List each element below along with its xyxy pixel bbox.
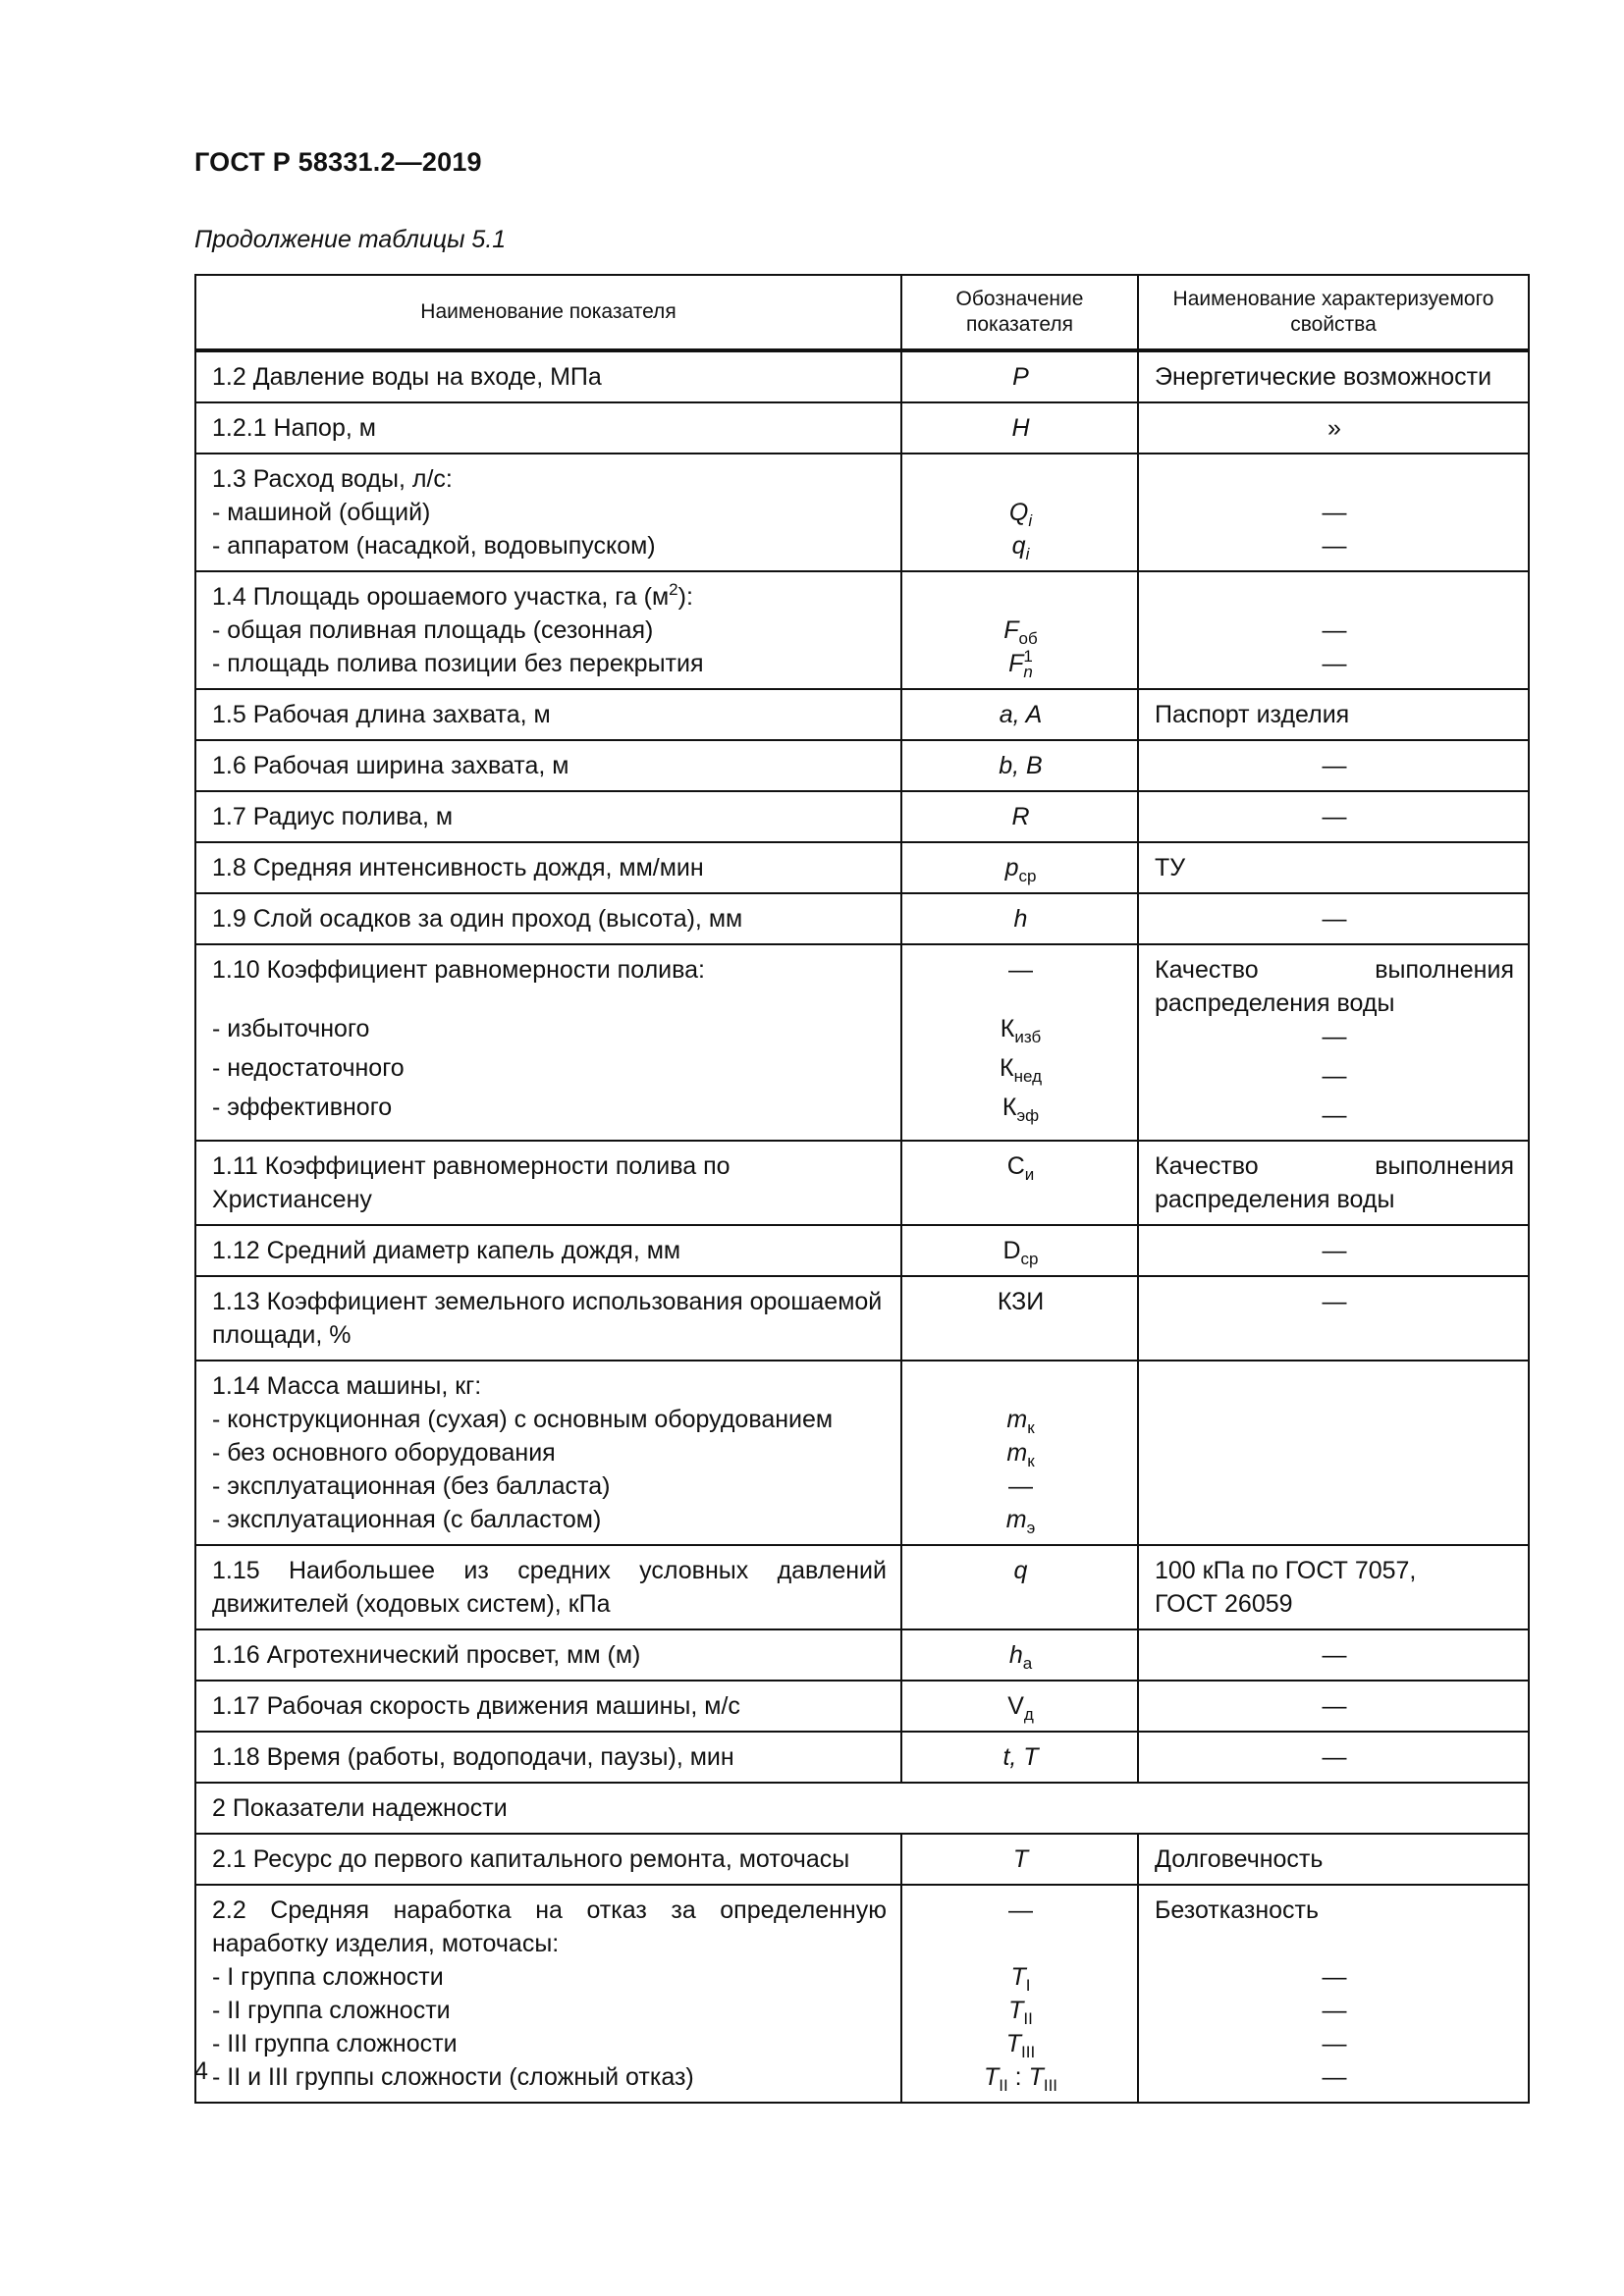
- table-row: [195, 1276, 1529, 1361]
- table-row: [195, 842, 1529, 893]
- indicator-name: 1.2 Давление воды на входе, МПа: [195, 350, 901, 402]
- table-row: [195, 454, 1529, 571]
- symbol-base: Q: [1008, 499, 1029, 526]
- indicator-name: [195, 1885, 901, 2103]
- indicator-symbol: a, A: [901, 689, 1138, 740]
- indicator-subitem: - площадь полива позиции без перекрытия: [212, 650, 704, 677]
- indicator-property: Качество выполнения распределения воды: [1138, 1141, 1529, 1225]
- indicator-subitem: - избыточного: [212, 1015, 370, 1043]
- indicator-property: »: [1138, 402, 1529, 454]
- indicator-subitem: - эффективного: [212, 1094, 393, 1122]
- indicator-symbol: — $T_I$ $T_{II}$ $T_{III}$ $T_{II}$ : $T_{III}$: [901, 1885, 1138, 2103]
- indicator-property: —: [1138, 740, 1529, 791]
- indicator-symbol: $V_д$: [901, 1681, 1138, 1732]
- indicator-property: —: [1138, 1681, 1529, 1732]
- indicator-subitem: - III группа сложности: [212, 2030, 458, 2058]
- document-header: ГОСТ Р 58331.2—2019: [194, 147, 482, 177]
- indicator-symbol: R: [901, 791, 1138, 842]
- table-row: [195, 402, 1529, 454]
- indicator-name: [195, 944, 901, 1141]
- indicator-property: — —: [1138, 454, 1529, 571]
- section-row: [195, 1783, 1529, 1834]
- indicator-symbol: q: [901, 1545, 1138, 1629]
- indicator-subitem: - I группа сложности: [212, 1963, 444, 1992]
- column-header-property: Наименование характеризуемого свойства: [1138, 275, 1529, 350]
- indicator-subitem: - недостаточного: [212, 1054, 405, 1083]
- indicator-name: 1.9 Слой осадков за один проход (высота), мм: [195, 893, 901, 944]
- indicator-heading: 2.2 Средняя наработка на отказ за определенную наработку изделия, моточасы:: [212, 1896, 887, 1958]
- indicator-symbol: P: [901, 350, 1138, 402]
- indicator-subitem: - II группа сложности: [212, 1997, 451, 2025]
- indicator-name: [195, 571, 901, 689]
- indicator-subitem: - общая поливная площадь (сезонная): [212, 616, 654, 644]
- indicator-name: 1.2.1 Напор, м: [195, 402, 901, 454]
- indicator-heading: 1.10 Коэффициент равномерности полива:: [212, 956, 705, 985]
- table-row: [195, 1834, 1529, 1885]
- table-row: [195, 1545, 1529, 1629]
- indicator-symbol: H: [901, 402, 1138, 454]
- indicator-property: Долговечность: [1138, 1834, 1529, 1885]
- table-caption: Продолжение таблицы 5.1: [194, 226, 507, 253]
- indicator-name: 1.11 Коэффициент равномерности полива по Христиансену: [195, 1141, 901, 1225]
- table-row: [195, 1681, 1529, 1732]
- indicators-table: [194, 274, 1530, 2104]
- table-row: [195, 1885, 1529, 2103]
- indicator-subitem: - без основного оборудования: [212, 1439, 556, 1468]
- indicator-name: [195, 1361, 901, 1545]
- indicator-symbol: $m_к$ $m_к$ — $m_э$: [901, 1361, 1138, 1545]
- indicator-subitem: - эксплуатационная (без балласта): [212, 1472, 611, 1501]
- indicator-property: Паспорт изделия: [1138, 689, 1529, 740]
- indicator-property: [1138, 1361, 1529, 1545]
- table-row: [195, 1629, 1529, 1681]
- table-row: [195, 1361, 1529, 1545]
- indicator-property: —: [1138, 1732, 1529, 1783]
- indicator-name: 1.6 Рабочая ширина захвата, м: [195, 740, 901, 791]
- indicator-symbol: h: [901, 893, 1138, 944]
- table-row: [195, 944, 1529, 1141]
- indicator-name: 2.1 Ресурс до первого капитального ремонта, моточасы: [195, 1834, 901, 1885]
- indicator-property: —: [1138, 1276, 1529, 1361]
- indicator-symbol: КЗИ: [901, 1276, 1138, 1361]
- indicator-name: [195, 454, 901, 571]
- table-row: [195, 1141, 1529, 1225]
- table-header-row: [195, 275, 1529, 350]
- indicator-subitem: - эксплуатационная (с балластом): [212, 1506, 602, 1534]
- indicator-property: Энергетические возможности: [1138, 350, 1529, 402]
- indicator-symbol: $F_{об}$ F 1 n: [901, 571, 1138, 689]
- indicator-subitem: - II и III группы сложности (сложный отказ): [212, 2063, 694, 2092]
- indicator-symbol: $D_{ср}$: [901, 1225, 1138, 1276]
- indicator-property: —: [1138, 791, 1529, 842]
- table-row: [195, 350, 1529, 402]
- table-row: [195, 893, 1529, 944]
- table-row: [195, 740, 1529, 791]
- symbol-subscript: i: [1028, 511, 1033, 530]
- indicator-name: 1.16 Агротехнический просвет, мм (м): [195, 1629, 901, 1681]
- column-header-indicator: Наименование показателя: [195, 275, 901, 350]
- indicator-name: 1.13 Коэффициент земельного использования орошаемой площади, %: [195, 1276, 901, 1361]
- indicator-property: —: [1138, 1629, 1529, 1681]
- indicator-property: Качество выполнения распределения воды — — —: [1138, 944, 1529, 1141]
- indicator-name: 1.15 Наибольшее из средних условных давлений движителей (ходовых систем), кПа: [195, 1545, 901, 1629]
- page-number: 4: [194, 2057, 208, 2085]
- table-row: [195, 1732, 1529, 1783]
- table-row: [195, 791, 1529, 842]
- indicator-name: 1.17 Рабочая скорость движения машины, м/с: [195, 1681, 901, 1732]
- section-heading: 2 Показатели надежности: [195, 1783, 1529, 1834]
- table-row: [195, 1225, 1529, 1276]
- indicator-name: 1.8 Средняя интенсивность дождя, мм/мин: [195, 842, 901, 893]
- indicator-name: 1.12 Средний диаметр капель дождя, мм: [195, 1225, 901, 1276]
- indicator-symbol: $p_{ср}$: [901, 842, 1138, 893]
- table-row: [195, 689, 1529, 740]
- indicator-symbol: T: [901, 1834, 1138, 1885]
- indicator-subitem: - конструкционная (сухая) с основным оборудованием: [212, 1406, 834, 1434]
- table-row: [195, 571, 1529, 689]
- indicator-subitem: - аппаратом (насадкой, водовыпуском): [212, 532, 656, 560]
- indicator-heading: 1.14 Масса машины, кг:: [212, 1372, 482, 1401]
- indicator-property: —: [1138, 1225, 1529, 1276]
- symbol-subscript: i: [1025, 545, 1030, 563]
- indicator-property: Безотказность — — — —: [1138, 1885, 1529, 2103]
- indicator-symbol: [901, 454, 1138, 571]
- indicator-name: 1.5 Рабочая длина захвата, м: [195, 689, 901, 740]
- indicator-symbol: $h_a$: [901, 1629, 1138, 1681]
- indicator-symbol: b, B: [901, 740, 1138, 791]
- indicator-symbol: $С_и$: [901, 1141, 1138, 1225]
- indicator-heading: 1.3 Расход воды, л/с:: [212, 465, 453, 493]
- indicator-property: 100 кПа по ГОСТ 7057, ГОСТ 26059: [1138, 1545, 1529, 1629]
- indicator-name: 1.7 Радиус полива, м: [195, 791, 901, 842]
- indicator-property: ТУ: [1138, 842, 1529, 893]
- indicator-property: —: [1138, 893, 1529, 944]
- indicator-property: — —: [1138, 571, 1529, 689]
- column-header-symbol: Обозначение показателя: [901, 275, 1138, 350]
- indicator-subitem: - машиной (общий): [212, 499, 431, 526]
- symbol-base: q: [1011, 532, 1026, 560]
- indicator-heading: 1.4 Площадь орошаемого участка, га $(м^2)$:: [212, 580, 693, 611]
- indicator-name: 1.18 Время (работы, водоподачи, паузы), мин: [195, 1732, 901, 1783]
- indicator-symbol: t, T: [901, 1732, 1138, 1783]
- indicator-symbol: — $К_{изб}$ $К_{нед}$ $К_{эф}$: [901, 944, 1138, 1141]
